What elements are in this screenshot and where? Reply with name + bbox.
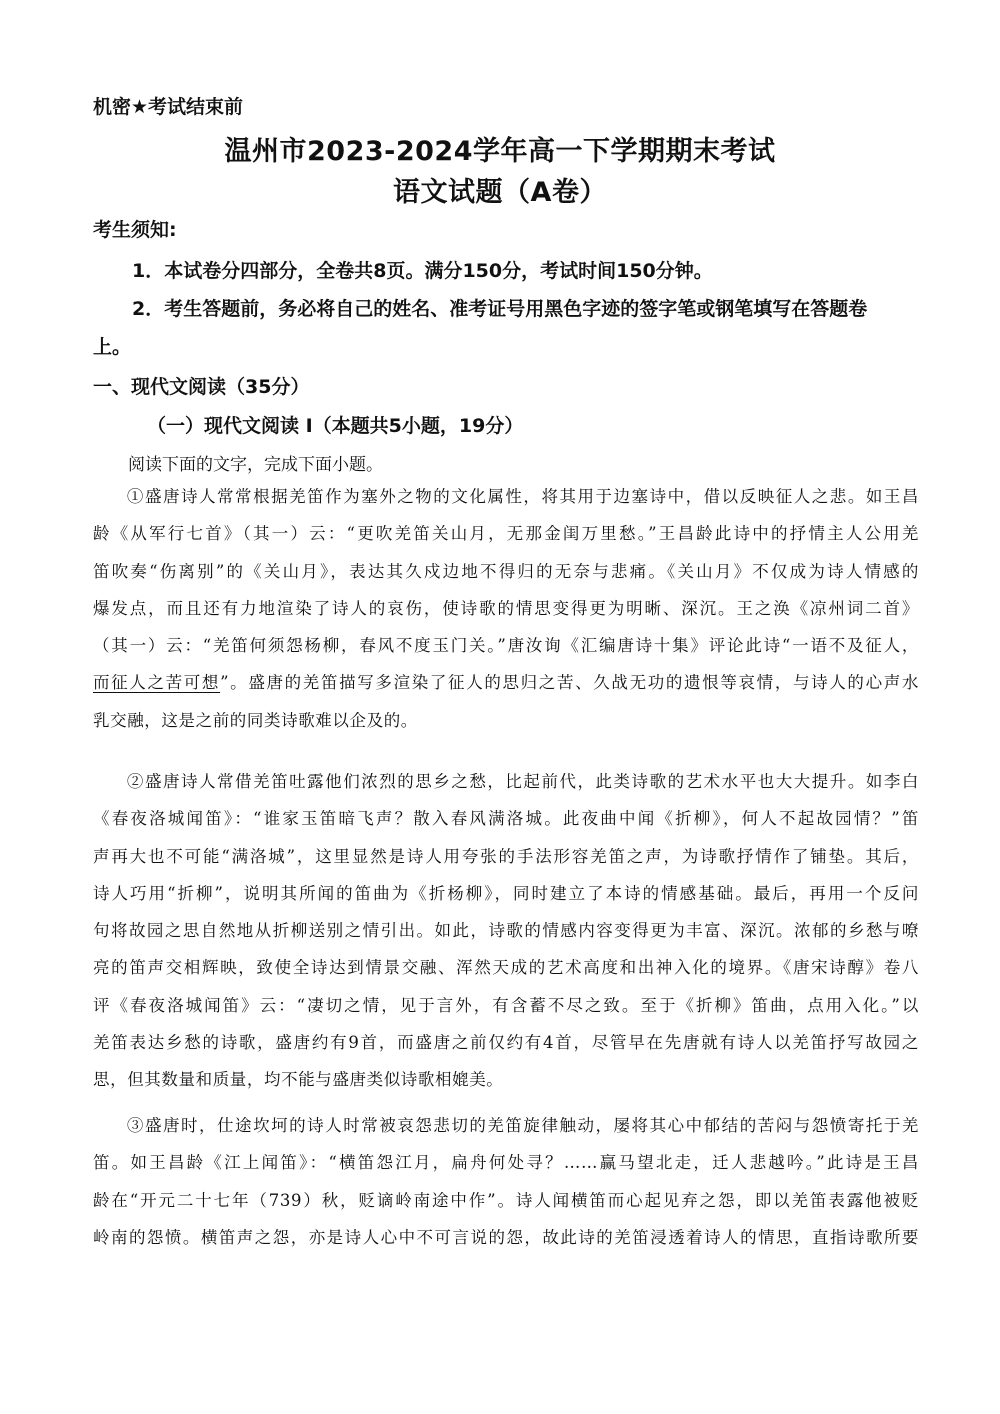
notice-item-1: 1．本试卷分四部分，全卷共8页。满分150分，考试时间150分钟。 — [132, 260, 713, 282]
notice-item-2: 2．考生答题前，务必将自己的姓名、准考证号用黑色字迹的签字笔或钢笔填写在答题卷 — [132, 298, 868, 320]
exam-title: 温州市2023-2024学年高一下学期期末考试 — [224, 136, 776, 167]
confidential-label: 机密★考试结束前 — [93, 96, 244, 118]
passage-paragraph-1 — [93, 478, 919, 739]
paragraph-line: （其一）云：“羌笛何须怨杨柳，春风不度玉门关。”唐汝询《汇编唐诗十集》评论此诗“一语不及征人， — [93, 636, 919, 656]
notice-heading: 考生须知: — [93, 219, 177, 241]
paragraph-line: 声再大也不可能“满洛城”，这里显然是诗人用夸张的手法形容羌笛之声，为诗歌抒情作了铺垫。其后， — [93, 846, 919, 866]
paragraph-line: 而征人之苦可想”。盛唐的羌笛描写多渲染了征人的思归之苦、久战无功的遗恨等哀情，与诗人的心声水 — [93, 673, 919, 693]
paragraph-line: 龄《从军行七首》（其一）云：“更吹羌笛关山月，无那金闺万里愁。”王昌龄此诗中的抒情主人公用羌 — [93, 524, 919, 544]
paragraph-line: 爆发点，而且还有力地渲染了诗人的哀伤，使诗歌的情思变得更为明晰、深沉。王之涣《凉州词二首》 — [93, 598, 919, 618]
exam-subtitle: 语文试题（A卷） — [393, 177, 607, 208]
section-title: 一、现代文阅读（35分） — [93, 376, 310, 398]
passage-paragraph-2 — [93, 763, 919, 1099]
passage-paragraph-3 — [93, 1107, 919, 1256]
paragraph-line: 乳交融，这是之前的同类诗歌难以企及的。 — [93, 710, 418, 730]
reading-instruction: 阅读下面的文字，完成下面小题。 — [128, 455, 383, 475]
paragraph-line: ①盛唐诗人常常根据羌笛作为塞外之物的文化属性，将其用于边塞诗中，借以反映征人之悲。如王昌 — [126, 487, 919, 506]
paragraph-line: 句将故园之思自然地从折柳送别之情引出。如此，诗歌的情感内容变得更为丰富、深沉。浓郁的乡愁与嘹 — [93, 921, 919, 941]
paragraph-line: 龄在“开元二十七年（739）秋，贬谪岭南途中作”。诗人闻横笛而心起见弃之怨，即以羌笛表露他被贬 — [93, 1190, 919, 1210]
paragraph-line: 评《春夜洛城闻笛》云：“凄切之情，见于言外，有含蓄不尽之致。至于《折柳》笛曲，点用入化。”以 — [93, 995, 919, 1015]
notice-item-2-continued: 上。 — [93, 336, 132, 358]
underlined-quote: 而征人之苦可想 — [93, 673, 221, 693]
paragraph-line: 亮的笛声交相辉映，致使全诗达到情景交融、浑然天成的艺术高度和出神入化的境界。《唐宋诗醇》卷八 — [93, 958, 919, 978]
paragraph-line: ③盛唐时，仕途坎坷的诗人时常被哀怨悲切的羌笛旋律触动，屡将其心中郁结的苦闷与怨愤寄托于羌 — [126, 1116, 919, 1135]
paragraph-line: 岭南的怨愤。横笛声之怨，亦是诗人心中不可言说的怨，故此诗的羌笛浸透着诗人的情思，直指诗歌所要 — [93, 1227, 919, 1247]
paragraph-line: 《春夜洛城闻笛》：“谁家玉笛暗飞声？散入春风满洛城。此夜曲中闻《折柳》，何人不起故园情？”笛 — [93, 809, 919, 829]
paragraph-line: ②盛唐诗人常借羌笛吐露他们浓烈的思乡之愁，比起前代，此类诗歌的艺术水平也大大提升。如李白 — [126, 772, 919, 791]
paragraph-line: 思，但其数量和质量，均不能与盛唐类似诗歌相媲美。 — [93, 1070, 504, 1090]
paragraph-line: 笛。如王昌龄《江上闻笛》：“横笛怨江月，扁舟何处寻？……赢马望北走，迁人悲越吟。”此诗是王昌 — [93, 1153, 919, 1173]
paragraph-line: 诗人巧用“折柳”，说明其所闻的笛曲为《折杨柳》，同时建立了本诗的情感基础。最后，再用一个反问 — [93, 883, 919, 903]
paragraph-line: 羌笛表达乡愁的诗歌，盛唐约有9首，而盛唐之前仅约有4首，尽管早在先唐就有诗人以羌笛抒写故园之 — [93, 1033, 919, 1053]
subsection-title: （一）现代文阅读 I（本题共5小题，19分） — [147, 415, 524, 437]
paragraph-line: 笛吹奏“伤离别”的《关山月》，表达其久戍边地不得归的无奈与悲痛。《关山月》不仅成为诗人情感的 — [93, 561, 919, 581]
